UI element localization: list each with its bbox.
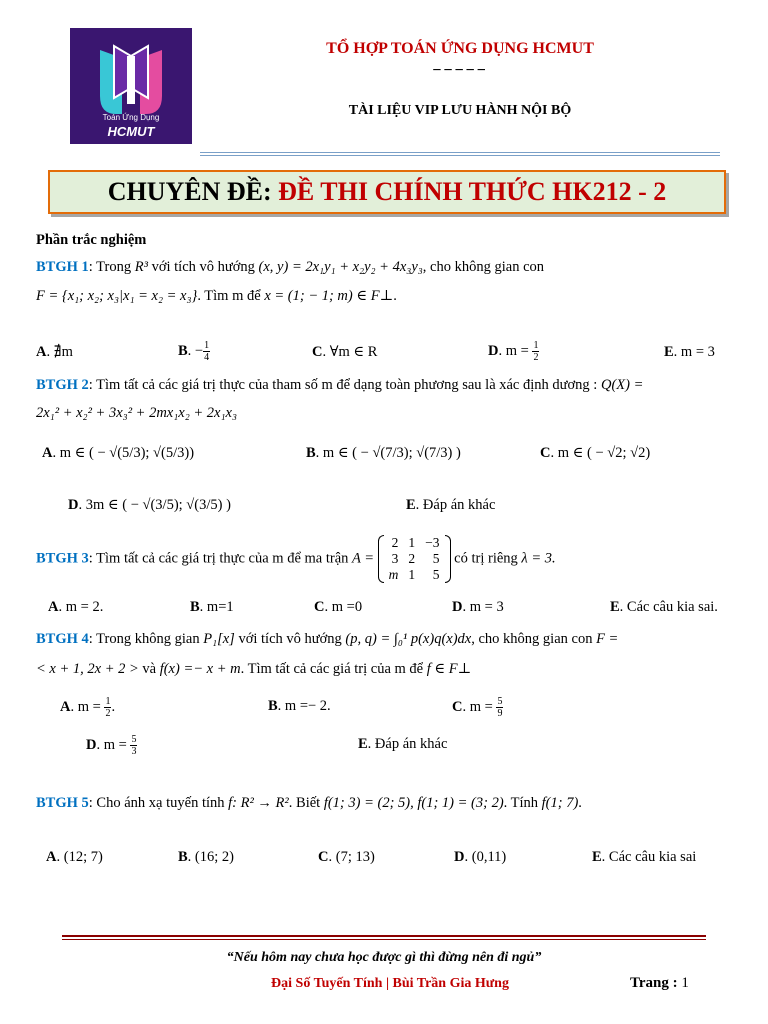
- q4-math-fx: f(x) =− x + m: [159, 661, 241, 677]
- matrix-cell: 5: [432, 567, 440, 582]
- option-key: A: [46, 849, 57, 865]
- q5-math-ask: f(1; 7): [541, 795, 579, 811]
- q4-option-e[interactable]: [358, 736, 447, 753]
- matrix-cell: m: [388, 567, 399, 582]
- q5-math-map: f: R² → R²: [228, 795, 289, 811]
- option-key: D: [454, 849, 465, 865]
- option-key: D: [488, 342, 499, 359]
- q4-option-c[interactable]: [452, 696, 503, 719]
- option-value: . m =: [498, 342, 533, 359]
- q4-text-c: với tích vô hướng: [234, 631, 346, 647]
- q3-option-c[interactable]: [314, 599, 362, 616]
- matrix-cell: 1: [408, 567, 416, 582]
- q3-lambda: λ = 3.: [521, 550, 556, 567]
- q4-math-f: F =: [596, 631, 619, 647]
- option-value: . 3m ∈ ( − √(3/5); √(3/5) ): [78, 497, 231, 513]
- option-key: C: [540, 445, 551, 461]
- fraction: $\frac{1}{4}$: [204, 340, 210, 363]
- option-key: B: [178, 849, 188, 865]
- option-key: B: [178, 342, 188, 359]
- question-1-line-2: [36, 288, 397, 305]
- q1-option-e[interactable]: [664, 344, 715, 361]
- page-label: Trang :: [630, 975, 678, 991]
- option-value: . m =: [70, 698, 105, 715]
- q4-math-space: P₁[x]: [203, 631, 235, 647]
- option-key: E: [610, 599, 620, 615]
- logo-small-text: Toán Ứng Dụng: [102, 113, 160, 122]
- q4-option-b[interactable]: [268, 698, 331, 715]
- option-value: . m = 2.: [58, 599, 104, 615]
- option-key: A: [36, 344, 47, 360]
- option-value: . m =0: [324, 599, 363, 615]
- footer-divider-2: [62, 939, 706, 940]
- option-key: B: [306, 445, 316, 461]
- option-key: C: [318, 849, 329, 865]
- logo-big-text: HCMUT: [107, 124, 155, 139]
- header-divider: [200, 152, 720, 153]
- q4-text-e: , cho không gian con: [471, 631, 597, 647]
- q1-math-r3: R³: [134, 259, 148, 275]
- q5-option-b[interactable]: [178, 849, 234, 866]
- matrix-cell: 5: [432, 551, 440, 566]
- option-key: B: [190, 599, 200, 615]
- footer-divider: [62, 935, 706, 937]
- q2-text: : Tìm tất cả các giá trị thực của tham số m để dạng toàn phương sau là xác định dương :: [88, 377, 601, 393]
- section-heading: Phần trắc nghiệm: [36, 232, 147, 248]
- fraction: $\frac{5}{3}$: [131, 734, 137, 757]
- question-4-line-2: [36, 661, 471, 678]
- fraction: $\frac{5}{9}$: [497, 696, 503, 719]
- question-2-line-1: [36, 377, 643, 394]
- org-name: TỔ HỢP TOÁN ỨNG DỤNG HCMUT: [326, 40, 594, 57]
- option-value: . m =: [462, 698, 497, 715]
- header-subtitle: TÀI LIỆU VIP LƯU HÀNH NỘI BỘ: [348, 103, 572, 118]
- title-main: ĐỀ THI CHÍNH THỨC HK212 - 2: [278, 177, 667, 206]
- q1-text-d2: .: [393, 288, 397, 304]
- q3-text-1: : Tìm tất cả các giá trị thực của m để ma trận: [88, 550, 353, 567]
- option-value: . m ∈ ( − √(5/3); √(5/3)): [52, 445, 195, 461]
- option-value: . ∀m ∈ R: [322, 344, 378, 360]
- q4-math-perp: f ∈ F⊥: [426, 661, 472, 677]
- q2-option-c[interactable]: [540, 445, 650, 462]
- option-key: E: [664, 344, 674, 360]
- option-value: . −: [187, 342, 204, 359]
- q4-option-d[interactable]: [86, 734, 137, 757]
- q5-text-end: .: [578, 795, 582, 811]
- matrix: [378, 535, 451, 583]
- option-key: D: [68, 497, 79, 513]
- q1-math-vector: x = (1; − 1; m) ∈ F⊥: [264, 288, 394, 304]
- option-key: C: [312, 344, 323, 360]
- footer-author: Đại Số Tuyến Tính | Bùi Trần Gia Hưng: [271, 976, 509, 991]
- option-value: . m = 3: [462, 599, 504, 615]
- question-5-line: [36, 795, 582, 812]
- q3-option-d[interactable]: [452, 599, 504, 616]
- question-1-line-1: [36, 259, 544, 276]
- q1-option-d[interactable]: [488, 340, 539, 363]
- option-key: E: [358, 736, 368, 752]
- option-key: E: [592, 849, 602, 865]
- option-value: . Các câu kia sai: [601, 849, 697, 865]
- question-2-line-2: 2x₁² + x₂² + 3x₃² + 2mx₁x₂ + 2x₁x₃: [36, 405, 237, 421]
- q5-text-1: : Cho ánh xạ tuyến tính: [88, 795, 229, 811]
- option-value: . m=1: [199, 599, 234, 615]
- q4-text-d2: . Tìm tất cả các giá trị của m để: [240, 661, 427, 677]
- option-value: . (7; 13): [328, 849, 375, 865]
- option-tail: .: [111, 698, 116, 715]
- q3-text-2: có trị riêng: [450, 550, 522, 567]
- header-divider-2: [200, 155, 720, 156]
- matrix-cell: 2: [391, 535, 399, 550]
- q4-math-span: < x + 1, 2x + 2 >: [36, 661, 139, 677]
- option-key: B: [268, 698, 278, 714]
- q5-option-e[interactable]: [592, 849, 696, 866]
- q5-option-c[interactable]: [318, 849, 375, 866]
- q3-option-e[interactable]: [610, 599, 718, 616]
- title-prefix: CHUYÊN ĐỀ:: [107, 177, 272, 206]
- q5-math-given: f(1; 3) = (2; 5), f(1; 1) = (3; 2): [323, 795, 504, 811]
- q2-option-a[interactable]: [42, 445, 194, 462]
- question-3-line: [36, 535, 556, 583]
- q2-option-e[interactable]: [406, 497, 495, 514]
- page-number: [630, 975, 689, 992]
- fraction: $\frac{1}{2}$: [105, 696, 111, 719]
- option-value: . m =: [96, 736, 131, 753]
- footer-quote: “Nếu hôm nay chưa học được gì thì đừng nên đi ngủ”: [226, 950, 542, 965]
- q5-text-2: . Biết: [288, 795, 324, 811]
- option-value: . (12; 7): [56, 849, 103, 865]
- q5-text-3: . Tính: [503, 795, 542, 811]
- matrix-cell: −3: [425, 535, 440, 550]
- option-key: D: [452, 599, 463, 615]
- q1-math-subspace: F = {x₁; x₂; x₃|x₁ = x₂ = x₃}: [36, 288, 198, 304]
- header-dashes: −−−−−: [432, 62, 488, 79]
- q2-math-q: Q(X) =: [600, 377, 644, 393]
- question-2-label: BTGH 2: [36, 377, 89, 393]
- q1-text-e: , cho không gian con: [422, 259, 545, 275]
- matrix-cell: 1: [408, 535, 416, 550]
- question-4-label: BTGH 4: [36, 631, 89, 647]
- option-value: . m =− 2.: [277, 698, 331, 714]
- question-3-label: BTGH 3: [36, 550, 89, 567]
- q4-text-b2: và: [138, 661, 160, 677]
- logo: [70, 28, 192, 144]
- option-value: . m ∈ ( − √2; √2): [550, 445, 651, 461]
- matrix-cell: 2: [408, 551, 416, 566]
- option-value: . m ∈ ( − √(7/3); √(7/3) ): [315, 445, 461, 461]
- q1-text-b2: . Tìm m để: [197, 288, 265, 304]
- topic-title-box: [48, 170, 726, 214]
- option-key: C: [314, 599, 325, 615]
- q5-option-d[interactable]: [454, 849, 506, 866]
- q4-text-a: : Trong không gian: [88, 631, 204, 647]
- q2-option-b[interactable]: [306, 445, 461, 462]
- q3-option-b[interactable]: [190, 599, 234, 616]
- matrix-cell: 3: [391, 551, 399, 566]
- option-key: E: [406, 497, 416, 513]
- q4-option-a[interactable]: [60, 696, 115, 719]
- q1-math-inner-product: (x, y) = 2x₁y₁ + x₂y₂ + 4x₃y₃: [258, 259, 423, 275]
- q1-text-c: với tích vô hướng: [147, 259, 259, 275]
- option-key: A: [60, 698, 71, 715]
- option-value: . (0,11): [464, 849, 507, 865]
- page-value: 1: [681, 975, 689, 991]
- q1-option-b[interactable]: [178, 340, 210, 363]
- q1-option-a[interactable]: [36, 344, 73, 361]
- option-key: C: [452, 698, 463, 715]
- fraction: $\frac{1}{2}$: [533, 340, 539, 363]
- q4-math-inner-product: (p, q) = ∫₀¹ p(x)q(x)dx: [345, 631, 472, 647]
- option-value: . (16; 2): [187, 849, 234, 865]
- q2-option-d[interactable]: [68, 497, 231, 514]
- question-4-line-1: [36, 631, 618, 648]
- q1-option-c[interactable]: [312, 344, 377, 361]
- option-value: . ∄m: [46, 344, 73, 360]
- option-value: . m = 3: [673, 344, 715, 360]
- question-5-label: BTGH 5: [36, 795, 89, 811]
- option-key: D: [86, 736, 97, 753]
- question-1-label: BTGH 1: [36, 259, 89, 275]
- q1-text-a: : Trong: [88, 259, 135, 275]
- option-value: . Đáp án khác: [415, 497, 496, 513]
- q3-option-a[interactable]: [48, 599, 103, 616]
- option-value: . Các câu kia sai.: [619, 599, 718, 615]
- option-key: A: [48, 599, 59, 615]
- option-key: A: [42, 445, 53, 461]
- q3-matrix-lhs: A =: [352, 550, 375, 567]
- q5-option-a[interactable]: [46, 849, 103, 866]
- option-value: . Đáp án khác: [367, 736, 448, 752]
